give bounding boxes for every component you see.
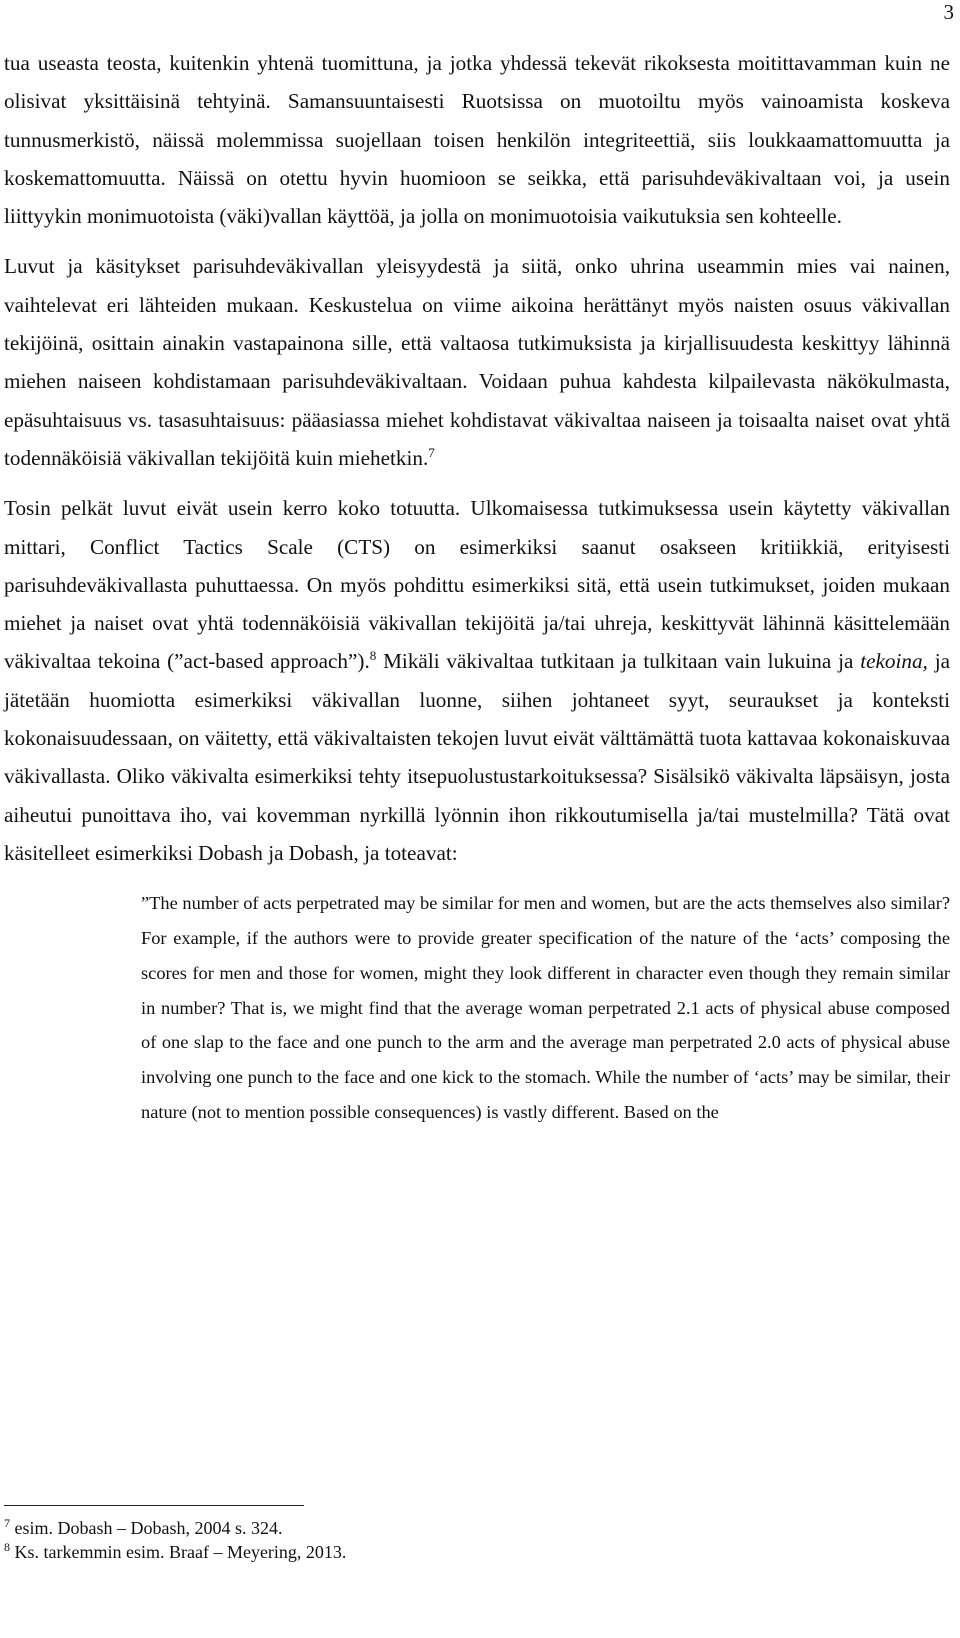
footnote-ref-8: 8 <box>369 648 377 664</box>
footnote-ref-7: 7 <box>428 444 435 460</box>
text-segment: Mikäli väkivaltaa tutkitaan ja tulkitaan vain lukuina ja <box>376 649 861 674</box>
footnotes <box>4 1516 904 1564</box>
block-quote: ”The number of acts perpetrated may be similar for men and women, but are the acts themselves also similar? For example, if the authors were to provide greater specification of the nature of the ‘acts’ composing the scores for men and those for women, might they look different in character even though they remain similar in number? That is, we might find that the average woman perpetrated 2.1 acts of physical abuse composed of one slap to the face and one punch to the arm and the average man perpetrated 2.0 acts of physical abuse involving one punch to the face and one kick to the stomach. While the number of ‘acts’ may be similar, their nature (not to mention possible consequences) is vastly different. Based on the <box>141 893 950 1123</box>
text-segment: Luvut ja käsitykset parisuhdeväkivallan yleisyydestä ja siitä, onko uhrina useammin mies vai nainen, vaihtelevat eri lähteiden mukaan. Keskustelua on viime aikoina herättänyt myös naisten osuus väkivallan tekijöinä, osittain ainakin vastapainona sille, että valtaosa tutkimuksista ja kirjallisuudesta keskittyy lähinnä miehen naiseen kohdistamaan parisuhdeväkivaltaan. Voidaan puhua kahdesta kilpailevasta näkökulmasta, epäsuhtaisuus vs. tasasuhtaisuus: pääasiassa miehet kohdistavat väkivaltaa naiseen ja toisaalta naiset ovat yhtä todennäköisiä väkivallan tekijöitä kuin miehetkin. <box>4 254 950 470</box>
paragraph-3 <box>4 489 950 872</box>
page-number: 3 <box>943 0 954 24</box>
body-text <box>4 44 950 1130</box>
footnote-number: 8 <box>4 1540 10 1554</box>
text-segment: tua useasta teosta, kuitenkin yhtenä tuomittuna, ja jotka yhdessä tekevät rikoksesta moitittavamman kuin ne olisivat yksittäisinä tehtyinä. Samansuuntaisesti Ruotsissa on muotoiltu myös vainoamista koskeva tunnusmerkistö, näissä molemmissa suojellaan toisen henkilön integriteettiä, siis loukkaamattomuutta ja koskemattomuutta. Näissä on otettu hyvin huomioon se seikka, että parisuhdeväkivaltaan voi, ja usein liittyykin monimuotoista (väki)vallan käyttöä, ja jolla on monimuotoisia vaikutuksia sen kohteelle. <box>4 51 950 229</box>
text-segment: ja jätetään huomiotta esimerkiksi väkivallan luonne, siihen johtaneet syyt, seuraukset ja konteksti kokonaisuudessaan, on väitetty, että väkivaltaisten tekojen luvut eivät välttämättä tuota kattavaa kokonaiskuvaa väkivallasta. Oliko väkivalta esimerkiksi tehty itsepuolustustarkoituksessa? Sisälsikö väkivalta läpsäisyn, josta aiheutui punoittava iho, vai kovemman nyrkillä lyönnin ihon rikkoutumisella ja/tai mustelmilla? Tätä ovat käsitelleet esimerkiksi Dobash ja Dobash, ja toteavat: <box>4 649 950 865</box>
footnote-text: esim. Dobash – Dobash, 2004 s. 324. <box>10 1518 283 1538</box>
text-segment: Tosin pelkät luvut eivät usein kerro koko totuutta. Ulkomaisessa tutkimuksessa usein käytetty väkivallan mittari, Conflict Tactics Scale (CTS) on esimerkiksi saanut osakseen kritiikkiä, erityisesti parisuhdeväkivallasta puhuttaessa. On myös pohdittu esimerkiksi sitä, että usein tutkimukset, joiden mukaan miehet ja naiset ovat yhtä todennäköisiä väkivallan tekijöitä ja/tai uhreja, keskittyvät lähinnä käsittelemään väkivaltaa tekoina (”act-based approach”). <box>4 496 950 674</box>
footnote-text: Ks. tarkemmin esim. Braaf – Meyering, 2013. <box>10 1542 347 1562</box>
footnote-7 <box>4 1516 904 1540</box>
footnote-8 <box>4 1540 904 1564</box>
footnote-separator <box>4 1505 304 1506</box>
paragraph-2 <box>4 247 950 477</box>
footnote-number: 7 <box>4 1516 10 1530</box>
paragraph-1 <box>4 44 950 235</box>
emphasis-text: tekoina, <box>860 649 928 674</box>
